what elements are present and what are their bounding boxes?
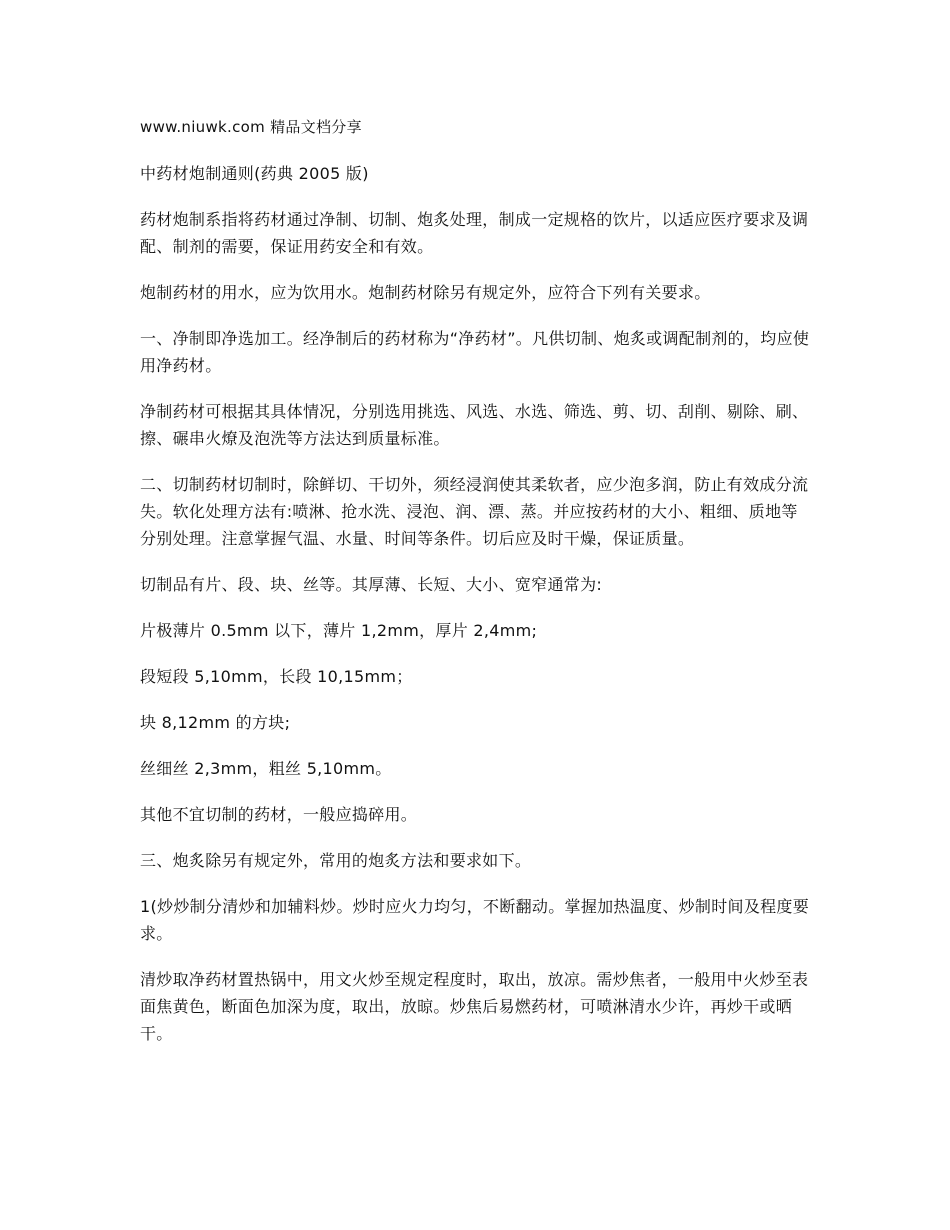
paragraph-water: 炮制药材的用水，应为饮用水。炮制药材除另有规定外，应符合下列有关要求。	[140, 283, 711, 302]
paragraph-cut-types: 切制品有片、段、块、丝等。其厚薄、长短、大小、宽窄通常为:	[140, 575, 603, 594]
paragraph-plain-fry: 清炒取净药材置热锅中，用文火炒至规定程度时，取出，放凉。需炒焦者，一般用中火炒至表面焦黄色，断面色加深为度，取出，放晾。炒焦后易燃药材，可喷淋清水少许，再炒干或晒干。	[140, 970, 809, 1043]
paragraph-stir-fry: 1(炒炒制分清炒和加辅料炒。炒时应火力均匀，不断翻动。掌握加热温度、炒制时间及程度要求。	[140, 897, 810, 943]
paragraph-intro: 药材炮制系指将药材通过净制、切制、炮炙处理，制成一定规格的饮片，以适应医疗要求及调配、制剂的需要，保证用药安全和有效。	[140, 210, 809, 256]
document-title: 中药材炮制通则(药典 2005 版)	[140, 164, 369, 183]
paragraph-section-3: 三、炮炙除另有规定外，常用的炮炙方法和要求如下。	[140, 851, 532, 870]
paragraph-slices: 片极薄片 0.5mm 以下，薄片 1,2mm，厚片 2,4mm;	[140, 621, 538, 640]
document-page	[140, 114, 810, 1066]
paragraph-segments: 段短段 5,10mm，长段 10,15mm；	[140, 667, 413, 686]
paragraph-blocks: 块 8,12mm 的方块;	[140, 713, 291, 732]
paragraph-shreds: 丝细丝 2,3mm，粗丝 5,10mm。	[140, 759, 392, 778]
paragraph-other: 其他不宜切制的药材，一般应捣碎用。	[140, 805, 418, 824]
paragraph-section-2: 二、切制药材切制时，除鲜切、干切外，须经浸润使其柔软者，应少泡多润，防止有效成分流失。软化处理方法有:喷淋、抢水洗、浸泡、润、漂、蒸。并应按药材的大小、粗细、质地等分别处理。注意掌握气温、水量、时间等条件。切后应及时干燥，保证质量。	[140, 475, 809, 548]
site-header: www.niuwk.com 精品文档分享	[140, 118, 362, 136]
paragraph-section-1: 一、净制即净选加工。经净制后的药材称为“净药材”。凡供切制、炮炙或调配制剂的，均应使用净药材。	[140, 329, 810, 375]
paragraph-cleaning-methods: 净制药材可根据其具体情况，分别选用挑选、风选、水选、筛选、剪、切、刮削、剔除、刷、擦、碾串火燎及泡洗等方法达到质量标准。	[140, 402, 809, 448]
